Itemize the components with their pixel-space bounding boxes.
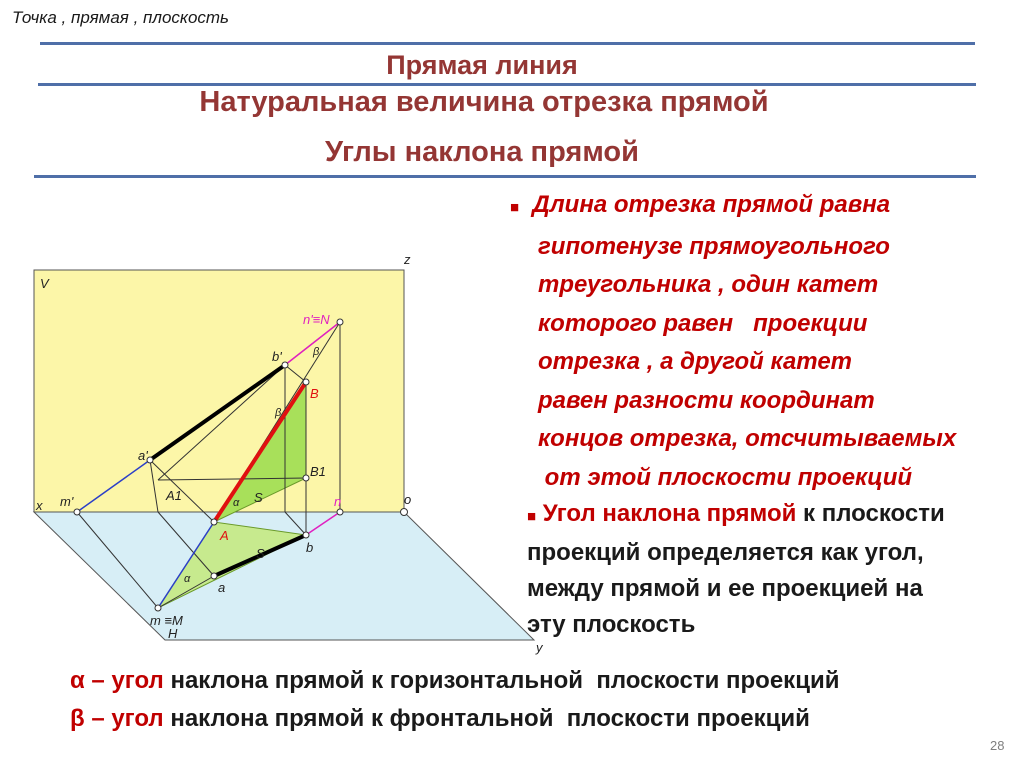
- title-true-length: Натуральная величина отрезка прямой: [199, 86, 769, 118]
- topic-label: Точка , прямая , плоскость: [12, 8, 229, 27]
- title-inclination-angles: Углы наклона прямой: [325, 136, 639, 168]
- frontal-plane-v: [34, 270, 404, 512]
- paragraph1-line-4: которого равен проекции: [538, 309, 868, 337]
- paragraph1-line-7: концов отрезка, отсчитываемых: [538, 425, 957, 452]
- title-straight-line: Прямая линия: [386, 50, 578, 80]
- paragraph2-line-3: между прямой и ее проекцией на: [527, 575, 923, 602]
- paragraph2-highlight: Угол наклона прямой: [542, 500, 797, 527]
- beta-symbol: β – угол: [70, 705, 164, 732]
- bullet-icon: ■: [510, 199, 520, 216]
- label-o: o: [404, 492, 412, 507]
- paragraph-true-length: [510, 186, 1020, 497]
- label-a-prime: a': [138, 448, 148, 463]
- label-a-cap: A: [220, 528, 229, 543]
- label-x: x: [36, 498, 43, 513]
- legend-alpha: α – угол наклона прямой к горизонтальной плоскости проекций: [70, 667, 840, 694]
- label-n-prime-n: n'≡N: [303, 312, 330, 327]
- label-h: H: [168, 626, 178, 641]
- label-z: z: [404, 252, 411, 267]
- projection-diagram: [0, 240, 560, 660]
- label-m-m: m ≡M: [150, 613, 183, 628]
- label-b1: B1: [310, 464, 326, 479]
- label-v: V: [40, 276, 49, 291]
- paragraph1-line-8: от этой плоскости проекций: [538, 463, 913, 491]
- paragraph1-line-3: треугольника , один катет: [538, 271, 879, 298]
- label-n: n: [334, 494, 342, 509]
- label-a1: A1: [166, 488, 182, 503]
- label-alpha-low: α: [184, 573, 191, 585]
- paragraph2-line-1: ■ Угол наклона прямой к плоскости: [527, 500, 945, 527]
- label-a-lower: a: [218, 580, 226, 595]
- paragraph1-line-2: гипотенузе прямоугольного: [538, 232, 890, 260]
- horizontal-plane-h: [34, 512, 534, 640]
- page-number: 28: [990, 738, 1005, 753]
- alpha-symbol: α – угол: [70, 667, 164, 694]
- label-b-cap: B: [310, 386, 319, 401]
- label-s-mid: S: [254, 490, 263, 505]
- label-beta-top: β: [313, 346, 320, 358]
- label-y: y: [536, 640, 543, 655]
- paragraph2-line-4: эту плоскость: [527, 611, 696, 638]
- label-m-prime: m': [60, 494, 74, 509]
- label-alpha-mid: α: [233, 497, 240, 509]
- paragraph-inclination-angle: [527, 496, 1024, 643]
- label-s-low: S: [256, 546, 265, 561]
- bullet-icon: ■: [527, 508, 537, 525]
- label-b-prime: b': [272, 349, 282, 364]
- top-rule: [40, 42, 975, 45]
- legend-beta: β – угол наклона прямой к фронтальной плоскости проекций: [70, 705, 810, 732]
- label-b-lower: b: [306, 540, 314, 555]
- paragraph1-line-6: равен разности координат: [538, 386, 875, 414]
- label-beta-mid: β: [275, 407, 282, 419]
- paragraph1-line-5: отрезка , а другой катет: [538, 348, 853, 375]
- paragraph2-line-2: проекций определяется как угол,: [527, 539, 924, 566]
- rule-under-title3: [34, 175, 976, 178]
- paragraph1-line-1: ■ Длина отрезка прямой равна: [510, 191, 891, 218]
